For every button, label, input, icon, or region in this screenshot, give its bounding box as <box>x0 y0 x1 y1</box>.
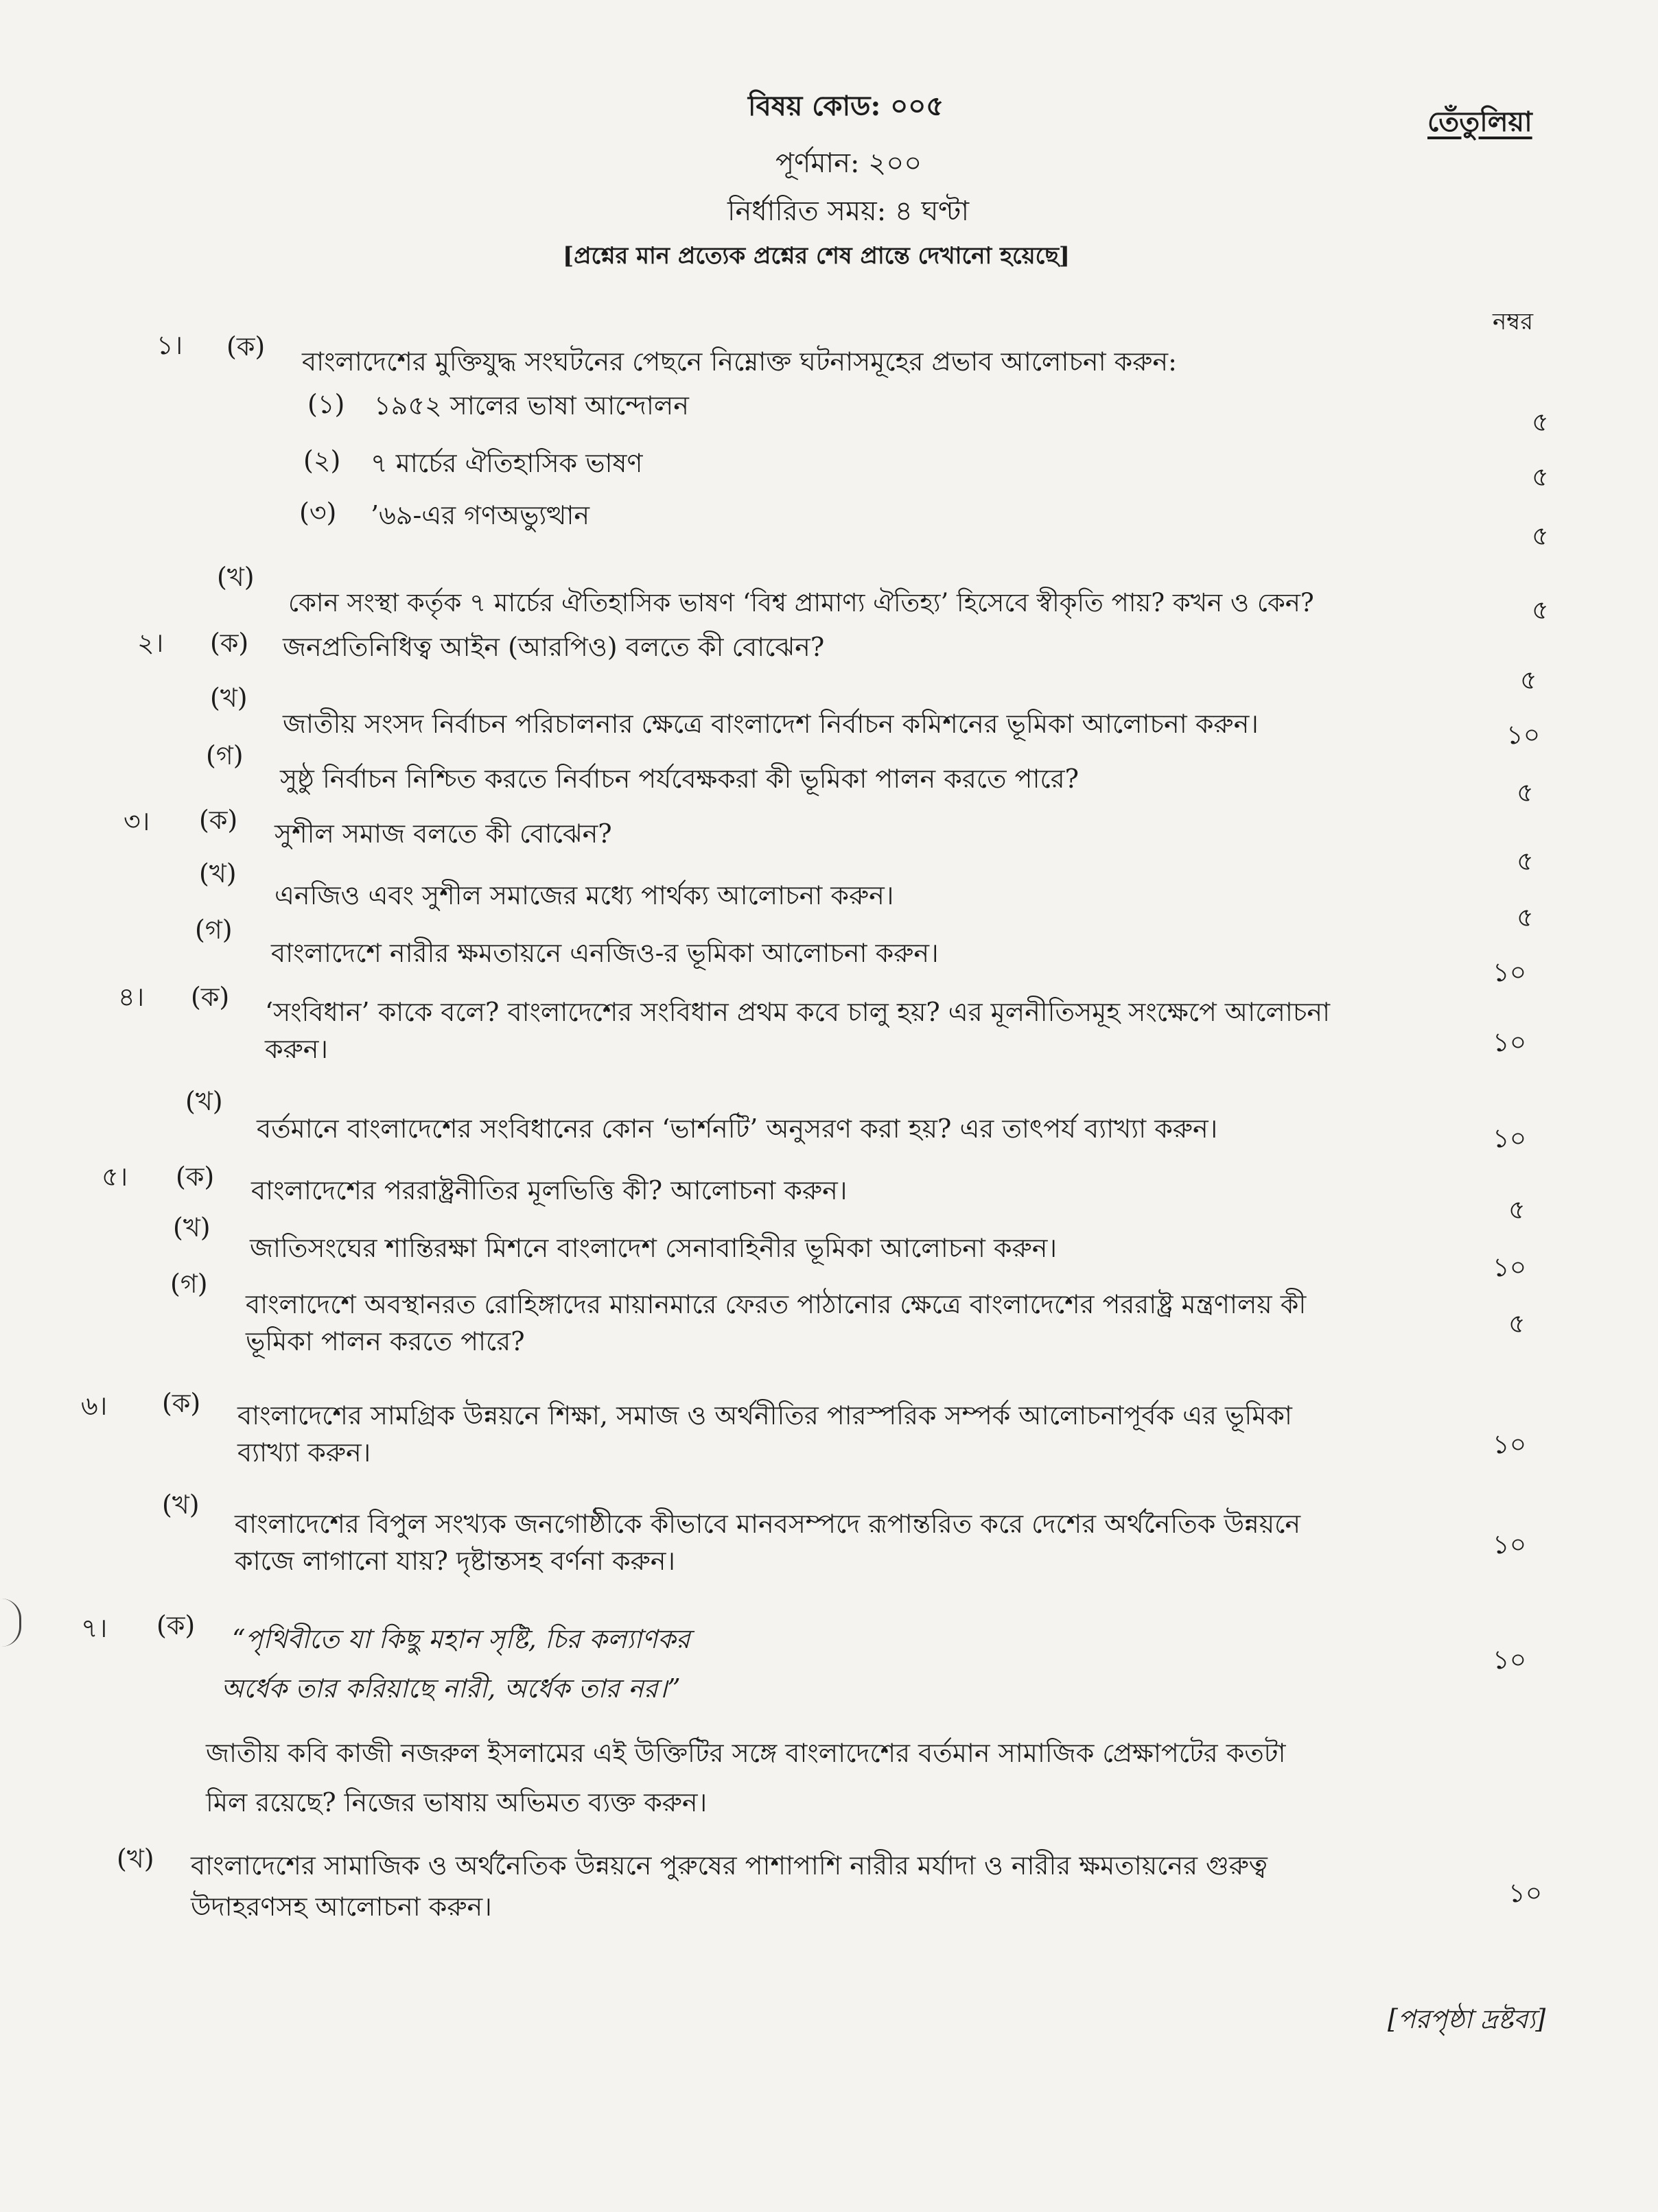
q7-quote-line2: অর্ধেক তার করিয়াছে নারী, অর্ধেক তার নর।” <box>221 1673 681 1704</box>
q5a-text: বাংলাদেশের পররাষ্ট্রনীতির মূলভিত্তি কী? আলোচনা করুন। <box>251 1175 848 1205</box>
q1a-label: (ক) <box>226 331 266 362</box>
q2b-marks: ১০ <box>1506 720 1541 750</box>
q7a-marks: ১০ <box>1493 1645 1527 1675</box>
q5c-label: (গ) <box>170 1269 208 1299</box>
q2c-label: (গ) <box>206 740 244 770</box>
q5c-text-line2: ভূমিকা পালন করতে পারে? <box>246 1326 525 1356</box>
marks-instruction: [প্রশ্নের মান প্রত্যেক প্রশ্নের শেষ প্রান্তে দেখানো হয়েছে] <box>563 242 1071 270</box>
q1b-text: কোন সংস্থা কর্তৃক ৭ মার্চের ঐতিহাসিক ভাষণ ‘বিশ্ব প্রামাণ্য ঐতিহ্য’ হিসেবে স্বীকৃতি পায়? কখন ও কেন? <box>288 588 1314 617</box>
q6b-label: (খ) <box>162 1490 200 1520</box>
q1a2-marks: ৫ <box>1532 462 1549 492</box>
q4-number: ৪। <box>118 982 145 1012</box>
q5b-marks: ১০ <box>1493 1252 1527 1282</box>
allotted-time: নির্ধারিত সময়: ৪ ঘণ্টা <box>727 196 970 227</box>
q7b-text-line1: বাংলাদেশের সামাজিক ও অর্থনৈতিক উন্নয়নে পুরুষের পাশাপাশি নারীর মর্যাদা ও নারীর ক্ষমতায়নের গুরুত্ব <box>191 1850 1268 1881</box>
q5a-marks: ৫ <box>1508 1195 1526 1225</box>
q5-number: ৫। <box>102 1162 128 1192</box>
q6b-text-line2: কাজে লাগানো যায়? দৃষ্টান্তসহ বর্ণনা করুন। <box>235 1546 676 1576</box>
q2c-text: সুষ্ঠু নির্বাচন নিশ্চিত করতে নির্বাচন পর্যবেক্ষকরা কী ভূমিকা পালন করতে পারে? <box>280 764 1079 794</box>
q1a2-label: (২) <box>303 445 341 475</box>
q2a-text: জনপ্রতিনিধিত্ব আইন (আরপিও) বলতে কী বোঝেন? <box>283 632 825 662</box>
q1a3-marks: ৫ <box>1532 521 1549 551</box>
q5c-text-line1: বাংলাদেশে অবস্থানরত রোহিঙ্গাদের মায়ানমারে ফেরত পাঠানোর ক্ষেত্রে বাংলাদেশের পররাষ্ট্র মন্ত্রণালয় কী <box>246 1289 1307 1319</box>
q6a-text-line1: বাংলাদেশের সামগ্রিক উন্নয়নে শিক্ষা, সমাজ ও অর্থনীতির পারস্পরিক সম্পর্ক আলোচনাপূর্বক এর ভূমিকা <box>237 1400 1292 1431</box>
q1a1-text: ১৯৫২ সালের ভাষা আন্দোলন <box>374 390 689 421</box>
location-stamp: তেঁতুলিয়া <box>1427 106 1532 138</box>
q2a-label: (ক) <box>210 628 249 658</box>
q6a-label: (ক) <box>162 1388 201 1418</box>
q3b-label: (খ) <box>199 858 237 889</box>
q2b-text: জাতীয় সংসদ নির্বাচন পরিচালনার ক্ষেত্রে বাংলাদেশ নির্বাচন কমিশনের ভূমিকা আলোচনা করুন। <box>283 709 1259 739</box>
q1-number: ১। <box>156 330 183 360</box>
scan-margin-mark <box>1 1599 21 1647</box>
q4a-label: (ক) <box>191 982 230 1012</box>
q1a3-label: (৩) <box>299 497 337 528</box>
full-marks: পূর্ণমান: ২০০ <box>775 148 922 179</box>
q5a-label: (ক) <box>176 1162 215 1192</box>
q1a1-label: (১) <box>307 389 345 419</box>
q6b-text-line1: বাংলাদেশের বিপুল সংখ্যক জনগোষ্ঠীকে কীভাবে মানবসম্পদে রূপান্তরিত করে দেশের অর্থনৈতিক উন্নয়নে <box>235 1509 1301 1539</box>
q4a-marks: ১০ <box>1493 1027 1527 1057</box>
q4b-label: (খ) <box>185 1086 223 1116</box>
q1b-label: (খ) <box>217 562 255 592</box>
q6a-marks: ১০ <box>1493 1429 1527 1459</box>
q2c-marks: ৫ <box>1517 777 1534 808</box>
q3a-marks: ৫ <box>1517 846 1534 876</box>
q3a-text: সুশীল সমাজ বলতে কী বোঝেন? <box>275 819 612 849</box>
q6a-text-line2: ব্যাখ্যা করুন। <box>237 1437 371 1468</box>
marks-heading: নম্বর <box>1493 308 1534 336</box>
q2a-marks: ৫ <box>1520 665 1537 695</box>
q3a-label: (ক) <box>199 805 238 835</box>
q4b-marks: ১০ <box>1493 1123 1527 1153</box>
q1a1-marks: ৫ <box>1532 407 1549 437</box>
q7a-text-line2: মিল রয়েছে? নিজের ভাষায় অভিমত ব্যক্ত করুন। <box>206 1787 708 1817</box>
q7-number: ৭। <box>81 1613 108 1643</box>
q7a-text-line1: জাতীয় কবি কাজী নজরুল ইসলামের এই উক্তিটির সঙ্গে বাংলাদেশের বর্তমান সামাজিক প্রেক্ষাপটের কতটা <box>206 1738 1286 1768</box>
q6b-marks: ১০ <box>1493 1529 1527 1560</box>
q3b-text: এনজিও এবং সুশীল সমাজের মধ্যে পার্থক্য আলোচনা করুন। <box>275 880 894 910</box>
q5b-label: (খ) <box>173 1212 211 1243</box>
q5b-text: জাতিসংঘের শান্তিরক্ষা মিশনে বাংলাদেশ সেনাবাহিনীর ভূমিকা আলোচনা করুন। <box>250 1233 1058 1263</box>
q3c-text: বাংলাদেশে নারীর ক্ষমতায়নে এনজিও-র ভূমিকা আলোচনা করুন। <box>271 938 939 968</box>
q1a3-text: ’৬৯-এর গণঅভ্যুত্থান <box>371 500 590 530</box>
q2-number: ২। <box>137 628 164 658</box>
q3c-marks: ১০ <box>1493 957 1527 987</box>
q2b-label: (খ) <box>210 683 248 713</box>
q6-number: ৬। <box>81 1391 108 1421</box>
q1a-text: বাংলাদেশের মুক্তিযুদ্ধ সংঘটনের পেছনে নিম্নোক্ত ঘটনাসমূহের প্রভাব আলোচনা করুন: <box>302 346 1177 377</box>
q4a-text-line2: করুন। <box>265 1034 329 1064</box>
q1a2-text: ৭ মার্চের ঐতিহাসিক ভাষণ <box>371 448 643 478</box>
subject-code: বিষয় কোড: ০০৫ <box>748 90 944 122</box>
q4a-text-line1: ‘সংবিধান’ কাকে বলে? বাংলাদেশের সংবিধান প্রথম কবে চালু হয়? এর মূলনীতিসমূহ সংক্ষেপে আলোচনা <box>265 997 1331 1027</box>
q3c-label: (গ) <box>195 915 233 945</box>
q7b-label: (খ) <box>117 1844 154 1874</box>
next-page-note: [পরপৃষ্ঠা দ্রষ্টব্য] <box>1388 2004 1546 2034</box>
q4b-text: বর্তমানে বাংলাদেশের সংবিধানের কোন ‘ভার্শনটি’ অনুসরণ করা হয়? এর তাৎপর্য ব্যাখ্যা করুন। <box>257 1114 1218 1144</box>
q7b-marks: ১০ <box>1508 1878 1543 1908</box>
q3-number: ৩। <box>124 806 150 836</box>
q7b-text-line2: উদাহরণসহ আলোচনা করুন। <box>191 1892 492 1922</box>
q7a-label: (ক) <box>156 1610 196 1640</box>
q5c-marks: ৫ <box>1508 1308 1526 1339</box>
q3b-marks: ৫ <box>1517 902 1534 932</box>
q1b-marks: ৫ <box>1532 595 1549 625</box>
q7-quote-line1: “পৃথিবীতে যা কিছু মহান সৃষ্টি, চির কল্যাণকর <box>232 1624 690 1654</box>
